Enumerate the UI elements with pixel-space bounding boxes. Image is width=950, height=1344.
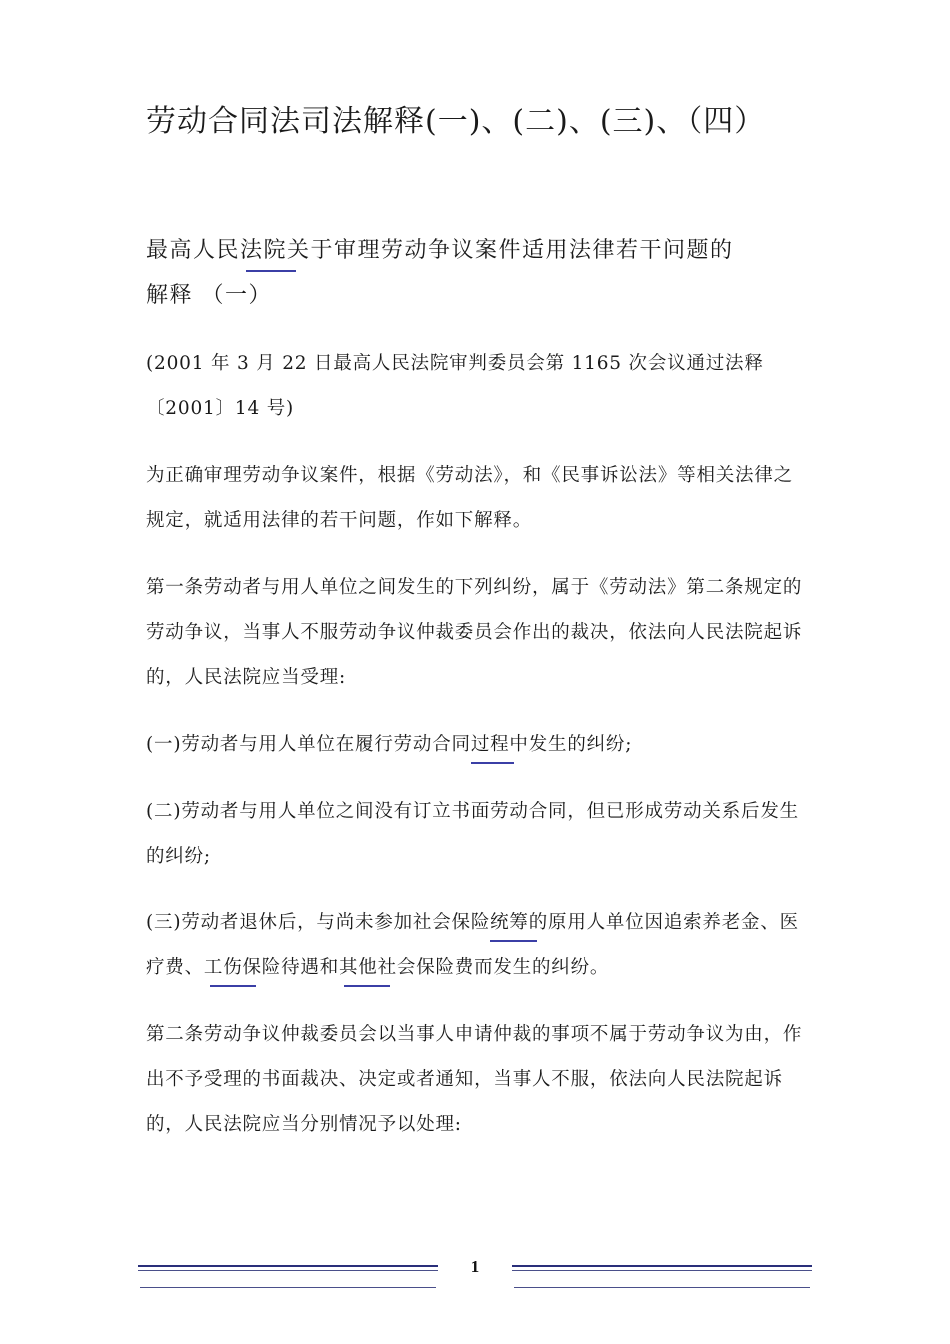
section-title-line-1: 最高人民法院关于审理劳动争议案件适用法律若干问题的 [146,238,734,263]
footer-rule-right [512,1265,812,1267]
paragraph-item-2: (二)劳动者与用人单位之间没有订立书面劳动合同，但已形成劳动关系后发生的纠纷; [146,801,799,867]
footer-rule-right-inner [512,1270,812,1271]
page-number: 1 [470,1257,480,1276]
hyperlink-underline[interactable] [246,270,296,272]
hyperlink-underline[interactable] [344,985,390,987]
paragraph-preamble: 为正确审理劳动争议案件，根据《劳动法》，和《民事诉讼法》等相关法律之规定，就适用法律的若干问题，作如下解释。 [146,465,793,531]
footer-rule-left-inner [138,1270,438,1271]
paragraph-item-3: (三)劳动者退休后，与尚未参加社会保险统筹的原用人单位因追索养老金、医疗费、工伤保险待遇和其他社会保险费而发生的纠纷。 [146,912,799,978]
paragraph-adoption-note: (2001 年 3 月 22 日最高人民法院审判委员会第 1165 次会议通过法释〔2001〕14 号) [146,353,764,419]
paragraph-item-1: (一)劳动者与用人单位在履行劳动合同过程中发生的纠纷; [146,734,633,755]
hyperlink-underline[interactable] [210,985,256,987]
footer-rule-left [138,1265,438,1267]
page-footer [0,1255,950,1295]
section-title-line-2: 解释 （一） [146,283,272,308]
footer-rule-right-lower [514,1287,810,1288]
paragraph-article-2: 第二条劳动争议仲裁委员会以当事人申请仲裁的事项不属于劳动争议为由，作出不予受理的书面裁决、决定或者通知，当事人不服，依法向人民法院起诉的，人民法院应当分别情况予以处理: [146,1024,803,1135]
paragraph-article-1: 第一条劳动者与用人单位之间发生的下列纠纷，属于《劳动法》第二条规定的劳动争议，当事人不服劳动争议仲裁委员会作出的裁决，依法向人民法院起诉的，人民法院应当受理: [146,577,803,688]
document-title: 劳动合同法司法解释(一)、(二)、(三)、（四） [146,104,766,139]
hyperlink-underline[interactable] [490,940,537,942]
hyperlink-underline[interactable] [471,762,514,764]
section-title [146,228,816,318]
footer-rule-left-lower [140,1287,436,1288]
